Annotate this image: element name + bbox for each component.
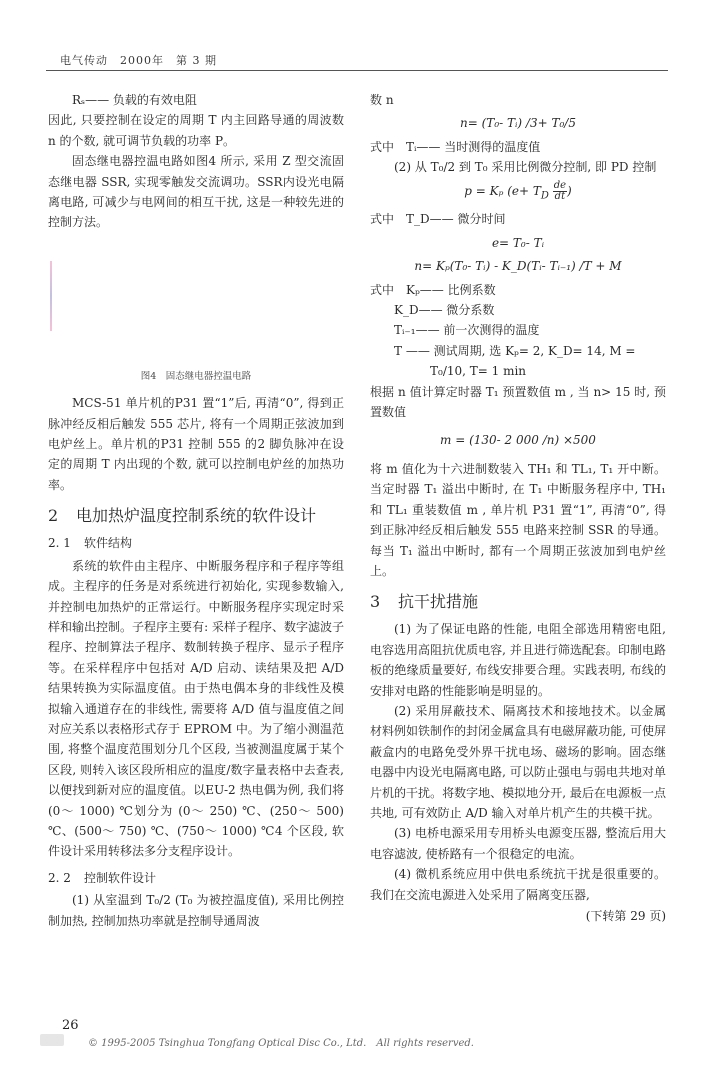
paragraph: (1) 从室温到 T₀/2 (T₀ 为被控温度值), 采用比例控制加热, 控制加热功率就是控制导通周波 [48,893,344,928]
paragraph: (4) 微机系统应用中供电系统抗干扰是很重要的。我们在交流电源进入处采用了隔离变压器, [370,867,666,902]
equation-4: n= Kₚ(T₀- Tᵢ) - K_D(Tᵢ- Tᵢ₋₁) /T + M [414,259,622,274]
paragraph: (3) 电桥电源采用专用桥头电源变压器, 整流后用大电容滤波, 使桥路有一个很稳定的电流。 [370,826,666,861]
definition-t: T —— 测试周期, 选 Kₚ= 2, K_D= 14, M = [394,343,636,358]
equation-1: n= (T₀- Tᵢ) /3+ T₀/5 [460,116,576,131]
figure-caption: 图4 固态继电器控温电路 [140,370,252,382]
subsection-title: 控制软件设计 [84,870,157,885]
section-number: 2 [48,506,59,526]
continued-note: (下转第 29 页) [585,909,666,924]
equation-3: e= T₀- Tᵢ [491,235,545,250]
right-column [370,90,666,926]
definition-kp: 式中 Kₚ—— 比例系数 [370,282,496,297]
definition-td: 式中 T_D—— 微分时间 [370,212,506,227]
paragraph: 因此, 只要控制在设定的周期 T 内主回路导通的周波数 n 的个数, 就可调节负载的功率 P。 [48,113,344,148]
publisher-logo-icon [40,1034,64,1046]
equation-2 [370,181,666,207]
section-title: 抗干扰措施 [398,592,479,612]
page-number: 26 [62,1018,79,1033]
subsection-number: 2. 1 [48,536,71,551]
header-rule [46,70,668,71]
paragraph: 根据 n 值计算定时器 T₁ 预置数值 m , 当 n> 15 时, 预置数值 [370,384,666,420]
equation-2-sub: D [540,190,549,202]
paragraph: (2) 采用屏蔽技术、隔离技术和接地技术。以金属材料例如铁制作的封闭金属盒具有电磁屏蔽功能, 可使屏蔽盒内的电路免受外界干扰电场、磁场的影响。固态继电器中内设光电隔离电路, 可以防止强电与弱电共地对单片机的干扰。将数字地、模拟地分开, 最后在电源板一点共地, 可有效防止 A/D 输入对单片机产生的共模干扰。 [370,703,666,820]
subsection-title: 软件结构 [84,536,133,551]
definition-rs: Rₛ—— 负载的有效电阻 [72,93,197,107]
paragraph: (2) 从 T₀/2 到 T₀ 采用比例微分控制, 即 PD 控制 [394,160,657,175]
subsection-number: 2. 2 [48,870,71,885]
paragraph: (1) 为了保证电路的性能, 电阻全部选用精密电阻, 电容选用高阻抗优质电容, 并且进行筛选配套。印制电路板的绝缘质量要好, 布线安排要合理。实践表明, 布线的安排对电路的性能影响是明显的。 [370,622,666,698]
paragraph: MCS-51 单片机的P31 置“1”后, 再清“0”, 得到正脉冲经反相后触发 555 芯片, 将有一个周期正弦波加到电炉丝上。单片机的P31 控制 555 的2 脚负脉冲在设定的周期 T 内出现的个数, 就可以控制电炉丝的加热功率。 [48,396,344,492]
section-heading-3 [370,591,666,613]
section-heading-2 [48,505,344,527]
paragraph: 系统的软件由主程序、中断服务程序和子程序等组成。主程序的任务是对系统进行初始化, 实现参数输入, 并控制电加热炉的正常运行。中断服务程序实现定时采样和输出控制。子程序主要有: 采样子程序、数字滤波子程序、控制算法子程序、数制转换子程序、显示子程序等。在采样程序中包括对 A/D 启动、读结果及把 A/D 结果转换为实际温度值。由于热电偶本身的非线性及模拟输入通道存在的非线性, 需要将 A/D 值与温度值之间对应关系以表格形式存于 EPROM 中。为了缩小测温范围, 将整个温度范围划分几个区段, 当被测温度属于某个区段, 则转入该区段所相应的温度/数字量表格中去查表, 以便找到新对应的温度值。以EU-2 热电偶为例, 我们将 (0～ 1000) ℃划分为 (0～ 250) ℃、(250～ 500) ℃、(500～ 750) ℃、(750～ 1000) ℃4 个区段, 软件设计采用转移法多分支程序设计。 [48,558,344,859]
running-header: 电气传动 2000年 第 3 期 [60,54,217,67]
equation-2-close: ) [567,183,572,198]
subsection-heading-2-2 [48,868,344,888]
definition-kd: K_D—— 微分系数 [394,303,495,318]
figure-4-image [48,233,344,365]
left-column [48,90,344,931]
paragraph: 将 m 值化为十六进制数装入 TH₁ 和 TL₁, T₁ 开中断。当定时器 T₁ 溢出中断时, 在 T₁ 中断服务程序中, TH₁ 和 TL₁ 重装数值 m , 单片机 P31 置“1”, 再清“0”, 得到正脉冲经反相后触发 555 电路来控制 SSR 的导通。每当 T₁ 溢出中断时, 都有一个周期正弦波加到电炉丝上。 [370,461,666,578]
definition-ti1: Tᵢ₋₁—— 前一次测得的温度 [394,323,540,338]
section-number: 3 [370,592,381,612]
fraction-denominator: dt [554,190,566,202]
section-title: 电加热炉温度控制系统的软件设计 [76,506,317,526]
figure-remnant [50,261,52,331]
definition-ti: 式中 Tᵢ—— 当时测得的温度值 [370,139,541,154]
equation-5: m = (130- 2 000 /n) ×500 [440,433,596,448]
paragraph: 数 n [370,93,394,107]
paragraph: 固态继电器控温电路如图4 所示, 采用 Z 型交流固态继电器 SSR, 实现零触发交流调功。SSR内设光电隔离电路, 可减少与电网间的相互干扰, 这是一种较先进的控制方法。 [48,154,344,230]
copyright-footer: © 1995-2005 Tsinghua Tongfang Optical Disc Co., Ltd. All rights reserved. [88,1038,474,1049]
equation-2-left: p = Kₚ (e+ T [464,183,541,198]
fraction-numerator: de [553,179,567,191]
subsection-heading-2-1 [48,533,344,553]
derivative-fraction [553,181,567,202]
definition-t-cont: T₀/10, T= 1 min [430,364,527,379]
